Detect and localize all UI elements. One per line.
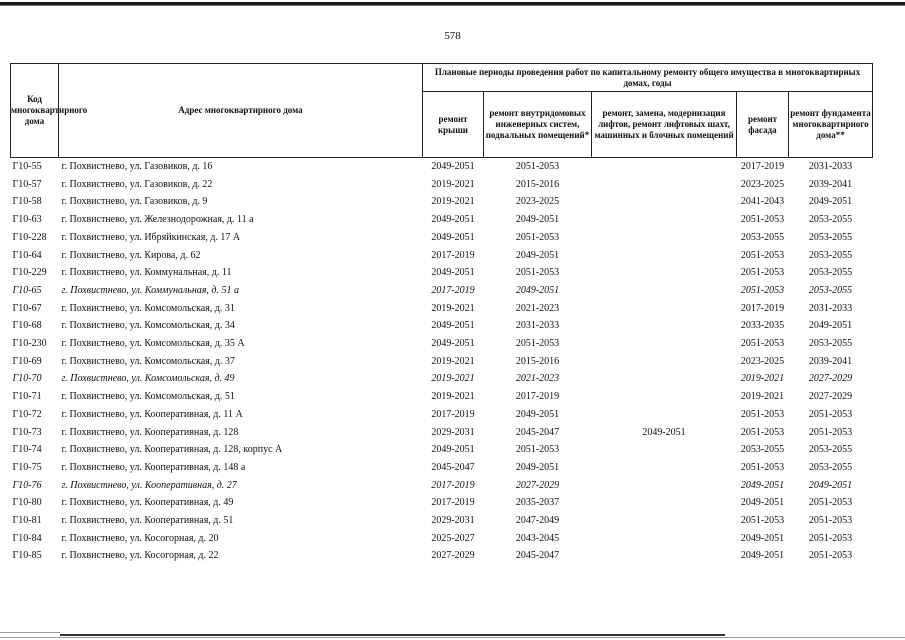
cell-roof: 2017-2019 bbox=[431, 408, 475, 420]
table-row bbox=[11, 264, 873, 282]
cell-foundation: 2049-2051 bbox=[808, 196, 853, 208]
header-elevators: ремонт, замена, модернизация лифтов, ремонт лифтовых шахт, машинных и блочных помещений bbox=[592, 92, 737, 158]
cell-foundation: 2039-2041 bbox=[808, 178, 853, 190]
cell-roof: 2017-2019 bbox=[431, 479, 475, 491]
cell-foundation: 2051-2053 bbox=[808, 515, 853, 527]
cell-roof: 2019-2021 bbox=[431, 373, 475, 385]
cell-address: г. Похвистнево, ул. Косогорная, д. 22 bbox=[61, 550, 219, 562]
table-body bbox=[11, 158, 873, 566]
cell-address: г. Похвистнево, ул. Кооперативная, д. 27 bbox=[61, 479, 237, 491]
cell-code: Г10-73 bbox=[12, 426, 42, 438]
cell-systems: 2051-2053 bbox=[515, 231, 560, 243]
cell-facade: 2049-2051 bbox=[740, 497, 785, 509]
cell-roof: 2045-2047 bbox=[431, 461, 475, 473]
cell-systems: 2043-2045 bbox=[515, 532, 560, 544]
cell-address: г. Похвистнево, ул. Комсомольская, д. 34 bbox=[61, 320, 235, 332]
cell-code: Г10-67 bbox=[12, 302, 42, 314]
cell-code: Г10-72 bbox=[12, 408, 42, 420]
cell-elevators bbox=[592, 494, 737, 512]
cell-roof: 2049-2051 bbox=[431, 444, 475, 456]
table-row bbox=[11, 459, 873, 477]
cell-facade: 2051-2053 bbox=[740, 338, 785, 350]
cell-systems: 2045-2047 bbox=[515, 426, 560, 438]
cell-foundation: 2039-2041 bbox=[808, 355, 853, 367]
cell-foundation: 2031-2033 bbox=[808, 161, 853, 172]
cell-roof: 2049-2051 bbox=[431, 231, 475, 243]
cell-facade: 2051-2053 bbox=[740, 267, 785, 279]
cell-roof: 2019-2021 bbox=[431, 196, 475, 208]
cell-roof: 2025-2027 bbox=[431, 532, 475, 544]
cell-roof: 2019-2021 bbox=[431, 302, 475, 314]
cell-address: г. Похвистнево, ул. Комсомольская, д. 37 bbox=[61, 355, 235, 367]
bottom-border-line bbox=[60, 634, 725, 636]
cell-facade: 2049-2051 bbox=[740, 532, 785, 544]
cell-systems: 2045-2047 bbox=[515, 550, 560, 562]
cell-roof: 2019-2021 bbox=[431, 391, 475, 403]
cell-foundation: 2049-2051 bbox=[808, 479, 853, 491]
table-header bbox=[11, 64, 873, 158]
cell-code: Г10-81 bbox=[12, 515, 42, 527]
cell-facade: 2053-2055 bbox=[740, 231, 785, 243]
cell-code: Г10-74 bbox=[12, 444, 42, 456]
cell-code: Г10-69 bbox=[12, 355, 42, 367]
cell-facade: 2017-2019 bbox=[740, 302, 785, 314]
header-facade: ремонт фасада bbox=[737, 92, 789, 158]
cell-roof: 2049-2051 bbox=[431, 338, 475, 350]
cell-foundation: 2053-2055 bbox=[808, 249, 853, 261]
cell-systems: 2051-2053 bbox=[515, 444, 560, 456]
cell-systems: 2049-2051 bbox=[515, 249, 560, 261]
cell-facade: 2051-2053 bbox=[740, 214, 785, 226]
cell-systems: 2015-2016 bbox=[515, 178, 560, 190]
cell-systems: 2051-2053 bbox=[515, 267, 560, 279]
cell-facade: 2051-2053 bbox=[740, 284, 785, 296]
table-row bbox=[11, 424, 873, 442]
cell-systems: 2015-2016 bbox=[515, 355, 560, 367]
cell-address: г. Похвистнево, ул. Газовиков, д. 9 bbox=[61, 196, 208, 208]
cell-facade: 2051-2053 bbox=[740, 408, 785, 420]
page-number: 578 bbox=[444, 30, 461, 42]
table-row bbox=[11, 300, 873, 318]
cell-address: г. Похвистнево, ул. Комсомольская, д. 31 bbox=[61, 302, 235, 314]
table-row bbox=[11, 229, 873, 247]
cell-elevators bbox=[592, 335, 737, 353]
table-row bbox=[11, 530, 873, 548]
capital-repair-schedule-table bbox=[10, 63, 873, 565]
cell-elevators: 2049-2051 bbox=[642, 426, 686, 438]
cell-code: Г10-85 bbox=[12, 550, 42, 562]
cell-roof: 2019-2021 bbox=[431, 178, 475, 190]
cell-facade: 2041-2043 bbox=[740, 196, 785, 208]
cell-systems: 2049-2051 bbox=[515, 284, 560, 296]
cell-systems: 2031-2033 bbox=[515, 320, 560, 332]
cell-systems: 2051-2053 bbox=[515, 161, 560, 172]
cell-foundation: 2027-2029 bbox=[808, 391, 853, 403]
cell-code: Г10-57 bbox=[12, 178, 42, 190]
cell-elevators bbox=[592, 158, 737, 176]
table-row bbox=[11, 211, 873, 229]
cell-code: Г10-84 bbox=[12, 532, 42, 544]
cell-elevators bbox=[592, 406, 737, 424]
cell-foundation: 2053-2055 bbox=[808, 444, 853, 456]
header-periods: Плановые периоды проведения работ по капитальному ремонту общего имущества в многоквартирных домах, годы bbox=[423, 64, 873, 92]
cell-systems: 2017-2019 bbox=[515, 391, 560, 403]
cell-address: г. Похвистнево, ул. Коммунальная, д. 11 bbox=[61, 267, 232, 279]
cell-address: г. Похвистнево, ул. Кооперативная, д. 128 bbox=[61, 426, 239, 438]
cell-code: Г10-75 bbox=[12, 461, 42, 473]
cell-roof: 2019-2021 bbox=[431, 355, 475, 367]
cell-systems: 2021-2023 bbox=[515, 302, 560, 314]
table-row bbox=[11, 282, 873, 300]
cell-facade: 2051-2053 bbox=[740, 461, 785, 473]
cell-roof: 2027-2029 bbox=[431, 550, 475, 562]
bottom-border-line-left bbox=[0, 632, 60, 633]
header-address: Адрес многоквартирного дома bbox=[59, 64, 423, 158]
header-code: Код многоквартирного дома bbox=[11, 64, 59, 158]
cell-systems: 2027-2029 bbox=[515, 479, 560, 491]
cell-foundation: 2051-2053 bbox=[808, 550, 853, 562]
table-row bbox=[11, 547, 873, 565]
cell-code: Г10-229 bbox=[12, 267, 47, 279]
cell-foundation: 2053-2055 bbox=[808, 284, 853, 296]
cell-code: Г10-65 bbox=[12, 284, 42, 296]
table-row bbox=[11, 388, 873, 406]
cell-address: г. Похвистнево, ул. Кооперативная, д. 128, корпус А bbox=[61, 444, 283, 456]
cell-facade: 2023-2025 bbox=[740, 178, 785, 190]
cell-code: Г10-80 bbox=[12, 497, 42, 509]
cell-elevators bbox=[592, 370, 737, 388]
table-row bbox=[11, 494, 873, 512]
cell-facade: 2019-2021 bbox=[740, 391, 785, 403]
cell-facade: 2053-2055 bbox=[740, 444, 785, 456]
cell-systems: 2049-2051 bbox=[515, 461, 560, 473]
cell-systems: 2021-2023 bbox=[515, 373, 560, 385]
header-roof: ремонт крыши bbox=[423, 92, 484, 158]
cell-address: г. Похвистнево, ул. Газовиков, д. 16 bbox=[61, 161, 213, 172]
cell-roof: 2049-2051 bbox=[431, 214, 475, 226]
cell-address: г. Похвистнево, ул. Кооперативная, д. 11 А bbox=[61, 408, 243, 420]
cell-elevators bbox=[592, 477, 737, 495]
table-row bbox=[11, 158, 873, 176]
cell-roof: 2017-2019 bbox=[431, 497, 475, 509]
table-row bbox=[11, 512, 873, 530]
cell-address: г. Похвистнево, ул. Кооперативная, д. 49 bbox=[61, 497, 234, 509]
cell-elevators bbox=[592, 211, 737, 229]
cell-code: Г10-63 bbox=[12, 214, 42, 226]
cell-facade: 2051-2053 bbox=[740, 515, 785, 527]
cell-address: г. Похвистнево, ул. Комсомольская, д. 51 bbox=[61, 391, 235, 403]
cell-foundation: 2031-2033 bbox=[808, 302, 853, 314]
header-systems: ремонт внутридомовых инженерных систем, подвальных помещений* bbox=[484, 92, 592, 158]
cell-code: Г10-71 bbox=[12, 391, 42, 403]
cell-facade: 2019-2021 bbox=[740, 373, 785, 385]
cell-roof: 2049-2051 bbox=[431, 320, 475, 332]
cell-systems: 2023-2025 bbox=[515, 196, 560, 208]
cell-roof: 2017-2019 bbox=[431, 284, 475, 296]
cell-foundation: 2053-2055 bbox=[808, 231, 853, 243]
cell-foundation: 2053-2055 bbox=[808, 214, 853, 226]
cell-systems: 2049-2051 bbox=[515, 214, 560, 226]
cell-facade: 2033-2035 bbox=[740, 320, 785, 332]
table-row bbox=[11, 477, 873, 495]
header-foundation: ремонт фундамента многоквартирного дома** bbox=[789, 92, 873, 158]
cell-elevators bbox=[592, 264, 737, 282]
cell-facade: 2023-2025 bbox=[740, 355, 785, 367]
cell-elevators bbox=[592, 388, 737, 406]
cell-address: г. Похвистнево, ул. Комсомольская, д. 49 bbox=[61, 373, 235, 385]
cell-facade: 2049-2051 bbox=[740, 550, 785, 562]
cell-facade: 2051-2053 bbox=[740, 426, 785, 438]
cell-code: Г10-55 bbox=[12, 161, 42, 172]
cell-elevators bbox=[592, 530, 737, 548]
cell-foundation: 2053-2055 bbox=[808, 338, 853, 350]
cell-address: г. Похвистнево, ул. Кирова, д. 62 bbox=[61, 249, 201, 261]
table-row bbox=[11, 441, 873, 459]
cell-address: г. Похвистнево, ул. Кооперативная, д. 148 а bbox=[61, 461, 246, 473]
table-row bbox=[11, 353, 873, 371]
cell-code: Г10-64 bbox=[12, 249, 42, 261]
cell-address: г. Похвистнево, ул. Железнодорожная, д. 11 а bbox=[61, 214, 254, 226]
cell-foundation: 2051-2053 bbox=[808, 426, 853, 438]
cell-roof: 2049-2051 bbox=[431, 267, 475, 279]
cell-elevators bbox=[592, 353, 737, 371]
cell-systems: 2049-2051 bbox=[515, 408, 560, 420]
cell-code: Г10-228 bbox=[12, 231, 47, 243]
cell-address: г. Похвистнево, ул. Коммунальная, д. 51 а bbox=[61, 284, 239, 296]
cell-foundation: 2053-2055 bbox=[808, 267, 853, 279]
cell-elevators bbox=[592, 300, 737, 318]
table-row bbox=[11, 193, 873, 211]
cell-roof: 2017-2019 bbox=[431, 249, 475, 261]
cell-facade: 2051-2053 bbox=[740, 249, 785, 261]
cell-elevators bbox=[592, 317, 737, 335]
cell-code: Г10-58 bbox=[12, 196, 42, 208]
cell-facade: 2017-2019 bbox=[740, 161, 785, 172]
cell-elevators bbox=[592, 176, 737, 194]
cell-elevators bbox=[592, 441, 737, 459]
cell-foundation: 2027-2029 bbox=[808, 373, 853, 385]
cell-elevators bbox=[592, 247, 737, 265]
cell-systems: 2047-2049 bbox=[515, 515, 560, 527]
cell-roof: 2049-2051 bbox=[431, 161, 475, 172]
cell-address: г. Похвистнево, ул. Газовиков, д. 22 bbox=[61, 178, 213, 190]
cell-address: г. Похвистнево, ул. Косогорная, д. 20 bbox=[61, 532, 219, 544]
cell-roof: 2029-2031 bbox=[431, 515, 475, 527]
cell-foundation: 2051-2053 bbox=[808, 532, 853, 544]
cell-address: г. Похвистнево, ул. Ибряйкинская, д. 17 А bbox=[61, 231, 241, 243]
cell-code: Г10-76 bbox=[12, 479, 42, 491]
cell-address: г. Похвистнево, ул. Комсомольская, д. 35 А bbox=[61, 338, 245, 350]
cell-foundation: 2053-2055 bbox=[808, 461, 853, 473]
cell-elevators bbox=[592, 547, 737, 565]
cell-elevators bbox=[592, 512, 737, 530]
top-border-line-thin bbox=[0, 5, 905, 6]
table-row bbox=[11, 317, 873, 335]
cell-code: Г10-68 bbox=[12, 320, 42, 332]
cell-elevators bbox=[592, 229, 737, 247]
cell-foundation: 2051-2053 bbox=[808, 408, 853, 420]
cell-code: Г10-230 bbox=[12, 338, 47, 350]
cell-systems: 2035-2037 bbox=[515, 497, 560, 509]
table-row bbox=[11, 176, 873, 194]
cell-systems: 2051-2053 bbox=[515, 338, 560, 350]
table-row bbox=[11, 247, 873, 265]
cell-address: г. Похвистнево, ул. Кооперативная, д. 51 bbox=[61, 515, 234, 527]
bottom-border-line-thin bbox=[0, 637, 905, 638]
table-row bbox=[11, 370, 873, 388]
table-row bbox=[11, 406, 873, 424]
cell-elevators bbox=[592, 282, 737, 300]
cell-foundation: 2051-2053 bbox=[808, 497, 853, 509]
cell-roof: 2029-2031 bbox=[431, 426, 475, 438]
cell-elevators bbox=[592, 459, 737, 477]
cell-elevators bbox=[592, 193, 737, 211]
cell-facade: 2049-2051 bbox=[740, 479, 785, 491]
cell-code: Г10-70 bbox=[12, 373, 42, 385]
table-row bbox=[11, 335, 873, 353]
cell-foundation: 2049-2051 bbox=[808, 320, 853, 332]
